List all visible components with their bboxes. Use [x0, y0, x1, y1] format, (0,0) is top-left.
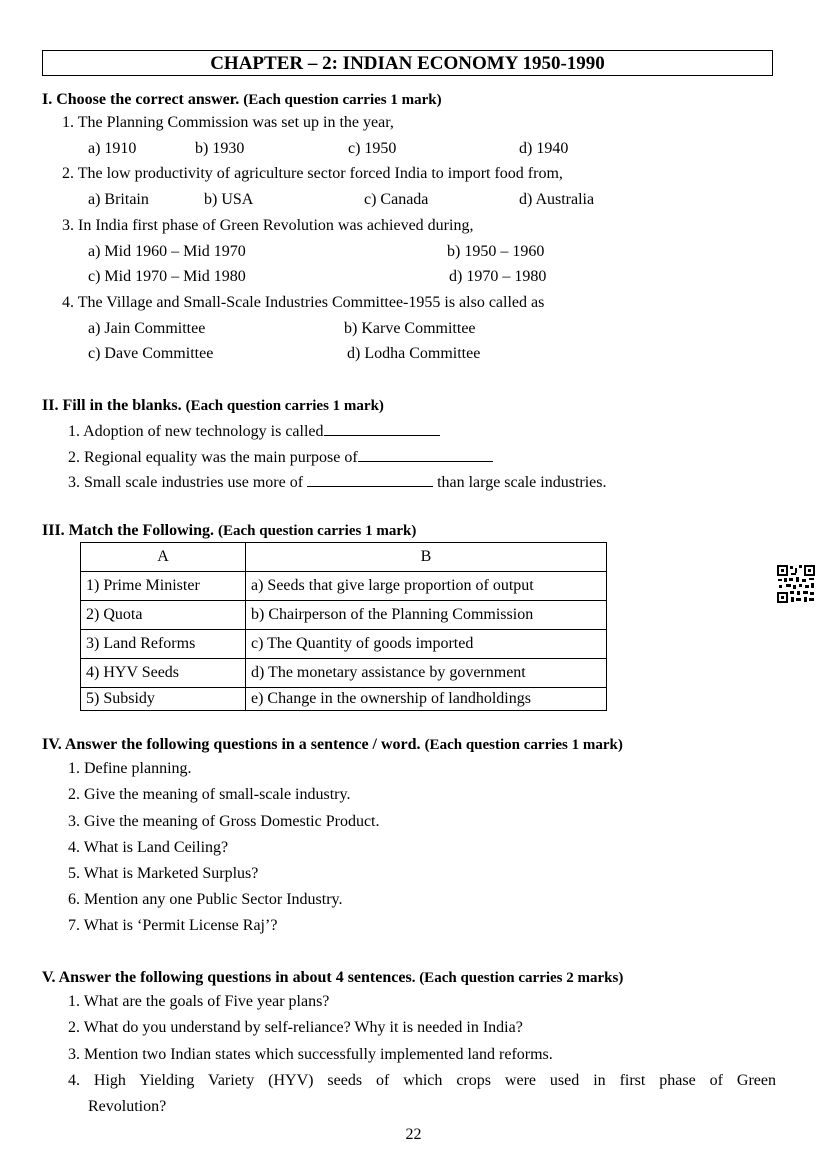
- option: d) 1970 – 1980: [449, 268, 547, 285]
- cell-a: 5) Subsidy: [81, 688, 246, 711]
- cell-a: 3) Land Reforms: [81, 630, 246, 659]
- blank-line: [324, 421, 440, 436]
- cell-b: e) Change in the ownership of landholdings: [246, 688, 607, 711]
- option: b) 1930: [195, 140, 245, 157]
- cell-b: c) The Quantity of goods imported: [246, 630, 607, 659]
- section-4-heading: [42, 736, 623, 754]
- option: c) Canada: [364, 191, 429, 208]
- column-header-b: B: [246, 543, 607, 572]
- option: a) Britain: [88, 191, 149, 208]
- table-row: [81, 688, 607, 711]
- fill-blank-text: 3. Small scale industries use more of: [68, 474, 308, 491]
- section-2-title: II. Fill in the blanks.: [42, 397, 182, 414]
- option: c) Dave Committee: [88, 345, 214, 362]
- section-2-note: (Each question carries 1 mark): [185, 398, 384, 414]
- option: d) Lodha Committee: [347, 345, 481, 362]
- section-3-title: III. Match the Following.: [42, 522, 214, 539]
- section-5-note: . (Each question carries 2 marks): [411, 970, 624, 986]
- section-5-heading: [42, 969, 623, 987]
- fill-blank-text: 2. Regional equality was the main purpose of: [68, 449, 358, 466]
- question-5-4-cont: Revolution?: [88, 1098, 167, 1115]
- table-row: [81, 630, 607, 659]
- page-number: 22: [405, 1126, 422, 1143]
- option: d) Australia: [519, 191, 595, 208]
- option: a) Jain Committee: [88, 320, 206, 337]
- section-1-note: (Each question carries 1 mark): [243, 92, 442, 108]
- option: b) 1950 – 1960: [447, 243, 545, 260]
- question-5-2: 2. What do you understand by self-reliance? Why it is needed in India?: [68, 1019, 523, 1036]
- question-1-2: 2. The low productivity of agriculture sector forced India to import food from,: [62, 165, 563, 182]
- cell-a: 4) HYV Seeds: [81, 659, 246, 688]
- fill-blank-3: [68, 472, 607, 492]
- fill-blank-1: [68, 421, 440, 441]
- table-row: [81, 659, 607, 688]
- question-4-1: 1. Define planning.: [68, 760, 192, 777]
- cell-b: d) The monetary assistance by government: [246, 659, 607, 688]
- match-table: [80, 542, 607, 711]
- question-1-1: 1. The Planning Commission was set up in the year,: [62, 114, 394, 131]
- question-5-1: 1. What are the goals of Five year plans?: [68, 993, 330, 1010]
- fill-blank-text: 1. Adoption of new technology is called: [68, 423, 324, 440]
- question-4-7: 7. What is ‘Permit License Raj’?: [68, 917, 278, 934]
- cell-a: 2) Quota: [81, 601, 246, 630]
- table-row: [81, 601, 607, 630]
- cell-b: b) Chairperson of the Planning Commission: [246, 601, 607, 630]
- question-4-3: 3. Give the meaning of Gross Domestic Product.: [68, 813, 380, 830]
- cell-a: 1) Prime Minister: [81, 572, 246, 601]
- option: d) 1940: [519, 140, 569, 157]
- fill-blank-text-after: than large scale industries.: [433, 474, 607, 491]
- section-4-title: IV. Answer the following questions in a sentence / word.: [42, 736, 421, 753]
- option: b) USA: [204, 191, 254, 208]
- section-4-note: (Each question carries 1 mark): [424, 737, 623, 753]
- question-5-3: 3. Mention two Indian states which successfully implemented land reforms.: [68, 1046, 553, 1063]
- question-5-4: 4. High Yielding Variety (HYV) seeds of which crops were used in first phase of Green: [68, 1072, 776, 1089]
- option: a) 1910: [88, 140, 137, 157]
- cell-b: a) Seeds that give large proportion of output: [246, 572, 607, 601]
- blank-line: [307, 472, 433, 487]
- question-4-2: 2. Give the meaning of small-scale industry.: [68, 786, 351, 803]
- section-1-heading: [42, 91, 442, 109]
- question-1-4: 4. The Village and Small-Scale Industries Committee-1955 is also called as: [62, 294, 545, 311]
- table-row: [81, 572, 607, 601]
- question-4-5: 5. What is Marketed Surplus?: [68, 865, 259, 882]
- blank-line: [358, 447, 493, 462]
- section-5-title: V. Answer the following questions in about 4 sentences: [42, 969, 412, 986]
- option: c) Mid 1970 – Mid 1980: [88, 268, 246, 285]
- section-3-note: (Each question carries 1 mark): [218, 523, 417, 539]
- question-4-6: 6. Mention any one Public Sector Industry.: [68, 891, 343, 908]
- qr-code-icon: [777, 565, 815, 603]
- fill-blank-2: [68, 447, 493, 467]
- question-1-3: 3. In India first phase of Green Revolution was achieved during,: [62, 217, 474, 234]
- option: a) Mid 1960 – Mid 1970: [88, 243, 246, 260]
- option: c) 1950: [348, 140, 397, 157]
- page-title: CHAPTER – 2: INDIAN ECONOMY 1950-1990: [42, 50, 773, 76]
- question-4-4: 4. What is Land Ceiling?: [68, 839, 229, 856]
- option: b) Karve Committee: [344, 320, 476, 337]
- section-2-heading: [42, 397, 384, 415]
- section-3-heading: [42, 522, 416, 540]
- table-header-row: [81, 543, 607, 572]
- section-1-title: I. Choose the correct answer.: [42, 91, 240, 108]
- column-header-a: A: [81, 543, 246, 572]
